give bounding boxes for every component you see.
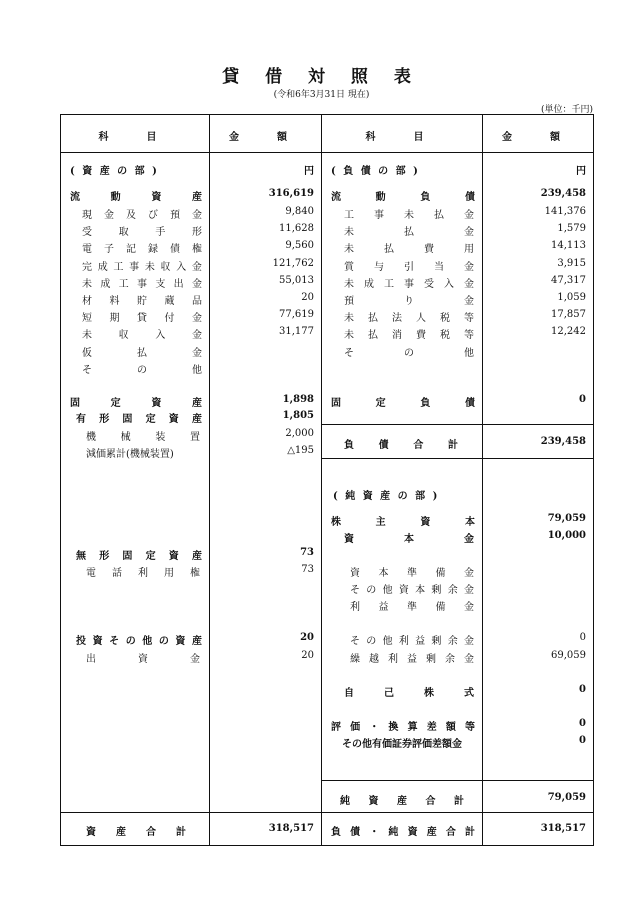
current-liability-item-label: そ の 他 — [344, 347, 474, 359]
current-asset-item-value: 11,628 — [279, 223, 314, 235]
depreciation-value: △195 — [287, 445, 314, 456]
current-asset-item-label: 電 子 記 録 債 権 — [82, 244, 202, 256]
investments-total: 20 — [300, 632, 314, 643]
current-asset-item-label: そ の 他 — [82, 364, 202, 376]
current-liability-item-label: 賞 与 引 当 金 — [344, 261, 474, 273]
machinery-label: 機 械 装 置 — [86, 432, 200, 443]
assets-yen-unit: 円 — [304, 166, 314, 177]
shareholders-equity-label: 株 主 資 本 — [331, 517, 475, 528]
current-asset-item-label: 材 料 貯 蔵 品 — [82, 296, 202, 307]
current-asset-item-label: 仮 払 金 — [82, 347, 202, 359]
divider — [321, 458, 594, 459]
header-left-amount: 金 額 — [229, 132, 301, 143]
document-title: 貸 借 対 照 表 — [222, 67, 421, 87]
current-asset-item-label: 現 金 及 び 預 金 — [82, 210, 202, 221]
liabilities-section-heading: ( 負 債 の 部 ) — [331, 166, 420, 177]
divider — [321, 424, 594, 425]
current-liability-item-value: 141,376 — [544, 206, 586, 217]
current-liability-item-label: 預 り 金 — [344, 296, 474, 307]
current-asset-item-label: 受 取 手 形 — [82, 227, 202, 239]
current-liability-item-label: 工 事 未 払 金 — [344, 210, 474, 221]
investments-label: 投 資 そ の 他 の 資 産 — [76, 636, 202, 647]
valuation-adjustments-value: 0 — [579, 718, 586, 729]
current-asset-item-value: 31,177 — [279, 326, 314, 338]
tangible-fixed-assets-total: 1,805 — [282, 410, 314, 421]
total-net-assets-value: 79,059 — [547, 792, 586, 803]
divider — [321, 114, 322, 846]
intangible-assets-label: 無 形 固 定 資 産 — [76, 551, 202, 562]
intangible-assets-total: 73 — [300, 547, 314, 558]
fixed-assets-total: 1,898 — [282, 394, 314, 405]
total-assets-label: 資 産 合 計 — [86, 827, 186, 838]
total-liabilities-net-assets-value: 318,517 — [540, 823, 586, 834]
total-liabilities-label: 負 債 合 計 — [344, 440, 458, 451]
current-liability-item-value: 14,113 — [551, 240, 586, 252]
current-asset-item-label: 短 期 貸 付 金 — [82, 313, 202, 325]
capital-stock-value: 10,000 — [547, 530, 586, 541]
current-liability-item-value: 1,059 — [557, 292, 586, 303]
contribution-label: 出 資 金 — [86, 654, 200, 665]
total-liabilities-value: 239,458 — [540, 436, 586, 447]
current-asset-item-value: 55,013 — [279, 274, 314, 286]
header-left-subject: 科 目 — [98, 132, 171, 143]
current-asset-item-label: 完 成 工 事 未 収 入 金 — [82, 261, 202, 273]
other-capital-surplus-label: そ の 他 資 本 剰 余 金 — [350, 585, 474, 596]
divider — [60, 152, 594, 153]
header-right-subject: 科 目 — [365, 132, 438, 143]
other-earned-surplus-value: 0 — [579, 632, 586, 643]
current-liability-item-label: 未 払 費 用 — [344, 244, 474, 256]
securities-valuation-value: 0 — [579, 735, 586, 746]
current-asset-item-value: 121,762 — [272, 257, 314, 269]
contribution-value: 20 — [301, 650, 314, 661]
phone-rights-label: 電 話 利 用 権 — [86, 568, 200, 579]
current-liability-item-label: 未 成 工 事 受 入 金 — [344, 278, 474, 290]
earned-reserve-label: 利 益 準 備 金 — [350, 602, 474, 613]
divider — [60, 812, 594, 813]
securities-valuation-label: その他有価証券評価差額金 — [342, 739, 462, 750]
tangible-fixed-assets-label: 有 形 固 定 資 産 — [76, 414, 202, 425]
current-assets-label: 流 動 資 産 — [70, 192, 202, 203]
treasury-stock-value: 0 — [579, 684, 586, 695]
unit-label: (単位：千円) — [540, 105, 593, 115]
fixed-liabilities-total: 0 — [579, 394, 586, 405]
depreciation-label: 減価累計(機械装置) — [86, 449, 174, 460]
current-liability-item-value: 17,857 — [551, 309, 586, 321]
total-liabilities-net-assets-label: 負 債 ・ 純 資 産 合 計 — [331, 827, 475, 838]
current-liability-item-value: 3,915 — [557, 257, 586, 269]
date-subtitle: (令和6年3月31日 現在) — [273, 90, 370, 100]
fixed-liabilities-label: 固 定 負 債 — [331, 398, 475, 409]
valuation-adjustments-label: 評 価 ・ 換 算 差 額 等 — [331, 722, 475, 733]
current-liability-item-value: 47,317 — [551, 274, 586, 286]
current-asset-item-label: 未 収 入 金 — [82, 330, 202, 342]
treasury-stock-label: 自 己 株 式 — [344, 688, 474, 699]
current-liability-item-value: 1,579 — [557, 223, 586, 235]
current-asset-item-label: 未 成 工 事 支 出 金 — [82, 278, 202, 290]
current-asset-item-value: 9,840 — [285, 206, 314, 217]
current-liability-item-label: 未 払 法 人 税 等 — [344, 313, 474, 325]
total-assets-value: 318,517 — [268, 823, 314, 834]
capital-reserve-label: 資 本 準 備 金 — [350, 568, 474, 579]
assets-section-heading: ( 資 産 の 部 ) — [70, 166, 159, 177]
current-liabilities-label: 流 動 負 債 — [331, 192, 475, 203]
other-earned-surplus-label: そ の 他 利 益 剰 余 金 — [350, 636, 474, 647]
current-asset-item-value: 20 — [301, 292, 314, 303]
header-right-amount: 金 額 — [502, 132, 574, 143]
fixed-assets-label: 固 定 資 産 — [70, 398, 202, 409]
retained-earnings-label: 繰 越 利 益 剰 余 金 — [350, 654, 474, 665]
total-net-assets-label: 純 資 産 合 計 — [340, 796, 464, 807]
machinery-value: 2,000 — [285, 428, 314, 439]
current-liability-item-label: 未 払 消 費 税 等 — [344, 330, 474, 342]
current-assets-total: 316,619 — [268, 188, 314, 199]
current-liabilities-total: 239,458 — [540, 188, 586, 199]
phone-rights-value: 73 — [301, 564, 314, 575]
shareholders-equity-total: 79,059 — [547, 513, 586, 524]
capital-stock-label: 資 本 金 — [344, 534, 474, 545]
current-liability-item-label: 未 払 金 — [344, 227, 474, 239]
current-asset-item-value: 77,619 — [279, 309, 314, 321]
retained-earnings-value: 69,059 — [551, 650, 586, 661]
divider — [321, 780, 594, 781]
net-assets-section-heading: ( 純 資 産 の 部 ) — [333, 491, 440, 502]
liabilities-yen-unit: 円 — [576, 166, 586, 177]
current-liability-item-value: 12,242 — [551, 326, 586, 338]
current-asset-item-value: 9,560 — [285, 240, 314, 252]
